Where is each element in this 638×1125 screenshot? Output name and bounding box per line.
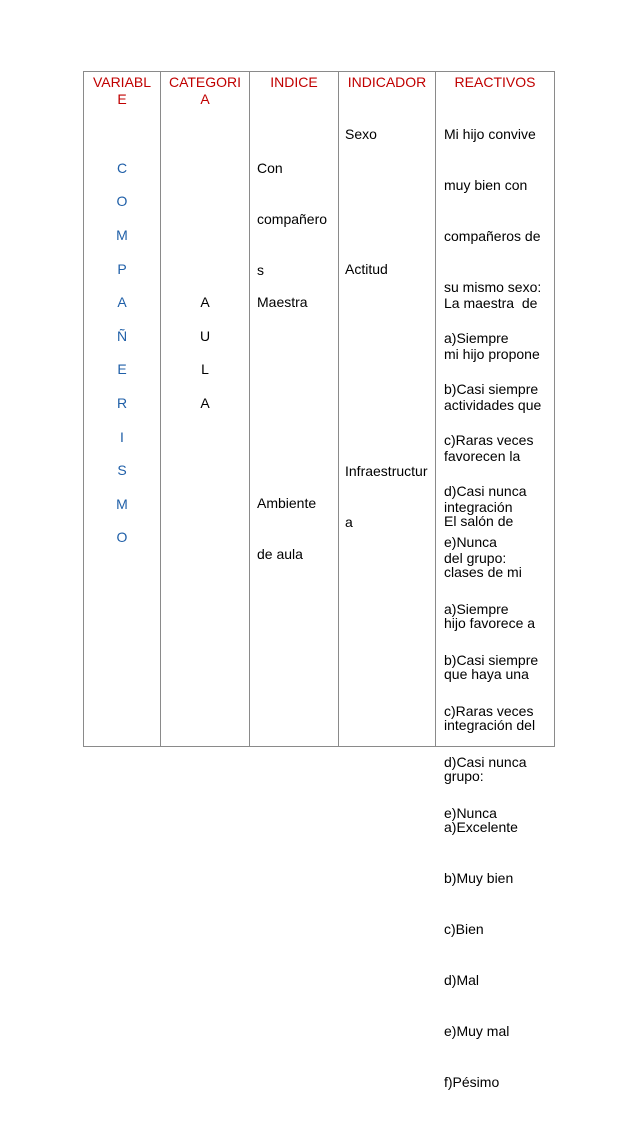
reactivo-line: hijo favorece a xyxy=(444,615,536,631)
categoria-letter: A xyxy=(200,294,210,310)
indice-line: compañero xyxy=(257,211,328,227)
reactivo-line: c)Raras veces xyxy=(444,703,534,719)
header-variable xyxy=(84,74,160,108)
reactivo-3 xyxy=(444,479,535,1125)
reactivo-line: integración del xyxy=(444,717,536,733)
reactivo-line: Mi hijo convive xyxy=(444,126,536,142)
indice-line: Con xyxy=(257,160,283,176)
indicador-infraestructura xyxy=(345,429,427,565)
indicador-sexo: Sexo xyxy=(345,126,377,142)
indicador-actitud: Actitud xyxy=(345,261,388,277)
reactivo-line: c)Raras veces xyxy=(444,432,534,448)
column-divider-4 xyxy=(435,71,436,747)
indice-line: de aula xyxy=(257,546,303,562)
header-reactivos: REACTIVOS xyxy=(454,74,536,90)
categoria-letter: U xyxy=(199,328,211,344)
variable-letter: O xyxy=(116,193,128,209)
variable-letter: Ñ xyxy=(116,328,128,344)
reactivo-line: e)Nunca xyxy=(444,805,497,821)
reactivo-line: favorecen la xyxy=(444,448,521,464)
table-top-border xyxy=(83,71,555,72)
indice-ambiente xyxy=(257,461,316,597)
header-categoria xyxy=(161,74,249,108)
reactivo-line: f)Pésimo xyxy=(444,1074,500,1090)
reactivo-line: muy bien con xyxy=(444,177,528,193)
reactivo-line: e)Nunca xyxy=(444,534,497,550)
table-right-border xyxy=(554,71,555,747)
indicador-line: Infraestructur xyxy=(345,463,428,479)
categoria-letter: L xyxy=(201,361,209,377)
column-divider-3 xyxy=(338,71,339,747)
header-indicador: INDICADOR xyxy=(347,74,427,90)
reactivo-line: a)Siempre xyxy=(444,330,509,346)
reactivo-line: integración xyxy=(444,499,513,515)
variable-letter: M xyxy=(116,227,128,243)
reactivo-line: a)Siempre xyxy=(444,601,509,617)
indice-con-companeros xyxy=(257,126,327,313)
variable-letter: O xyxy=(116,529,128,545)
indice-maestra: Maestra xyxy=(257,294,308,310)
operationalization-table xyxy=(83,71,555,1090)
categoria-letter: A xyxy=(200,395,210,411)
reactivo-line: El salón de xyxy=(444,513,514,529)
header-variable-line1: VARIABL xyxy=(92,74,152,90)
variable-letter: S xyxy=(117,462,127,478)
header-variable-line2: E xyxy=(117,91,127,107)
reactivo-line: d)Casi nunca xyxy=(444,754,527,770)
reactivo-line: b)Casi siempre xyxy=(444,381,539,397)
reactivo-line: La maestra de xyxy=(444,295,538,311)
reactivo-line: grupo: xyxy=(444,768,484,784)
header-categoria-line2: A xyxy=(200,91,210,107)
reactivo-line: su mismo sexo: xyxy=(444,279,542,295)
variable-letter: A xyxy=(117,294,127,310)
reactivo-line: compañeros de xyxy=(444,228,541,244)
column-divider-2 xyxy=(249,71,250,747)
variable-letter: M xyxy=(116,496,128,512)
reactivo-line: e)Muy mal xyxy=(444,1023,510,1039)
indicador-line: a xyxy=(345,514,353,530)
indice-line: Ambiente xyxy=(257,495,317,511)
reactivo-line: c)Bien xyxy=(444,921,484,937)
variable-letter: C xyxy=(116,160,128,176)
reactivo-line: d)Mal xyxy=(444,972,480,988)
variable-letter: I xyxy=(120,429,124,445)
reactivo-line: clases de mi xyxy=(444,564,522,580)
reactivo-line: del grupo: xyxy=(444,550,507,566)
variable-letter: P xyxy=(117,261,127,277)
variable-letter: R xyxy=(116,395,128,411)
variable-letter: E xyxy=(117,361,127,377)
reactivo-line: a)Excelente xyxy=(444,819,518,835)
reactivo-line: actividades que xyxy=(444,397,542,413)
reactivo-line: b)Muy bien xyxy=(444,870,514,886)
reactivo-line: mi hijo propone xyxy=(444,346,540,362)
header-categoria-line1: CATEGORI xyxy=(168,74,242,90)
reactivo-line: b)Casi siempre xyxy=(444,652,539,668)
indice-line: s xyxy=(257,262,264,278)
header-indice: INDICE xyxy=(270,74,318,90)
reactivo-line: d)Casi nunca xyxy=(444,483,527,499)
reactivo-line: que haya una xyxy=(444,666,529,682)
